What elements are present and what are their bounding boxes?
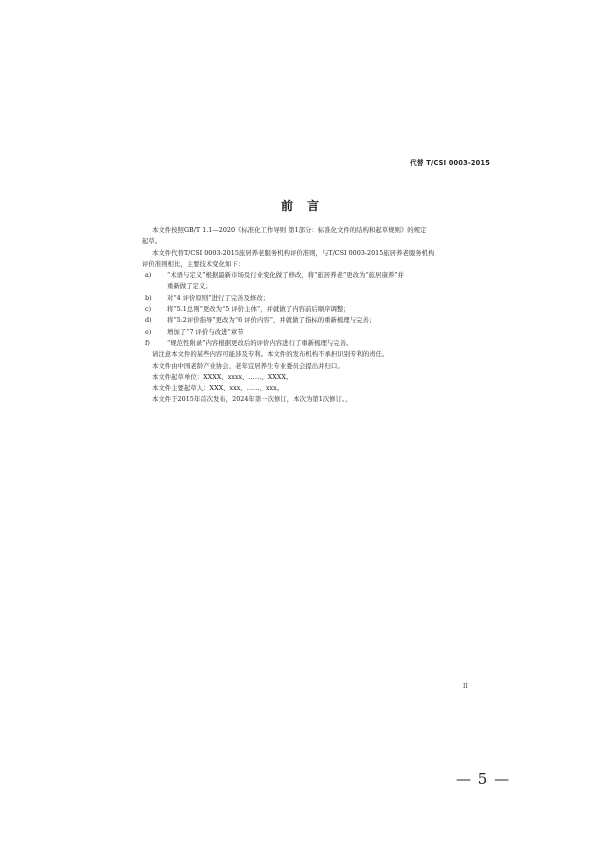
- list-item-text: “术语与定义”根据最新市场及行业变化做了修改，将“旅居养老”更改为“旅居康养”并: [167, 271, 404, 280]
- list-item: [142, 304, 492, 315]
- list-item: [142, 327, 492, 338]
- list-item: [142, 315, 492, 326]
- list-item-marker: c): [145, 305, 152, 314]
- paragraph-line: 评价准则相比，主要技术变化如下：: [142, 259, 245, 268]
- revision-history: 本文件于2015年首次发布，2024年第一次修订，本次为第1次修订。，: [152, 395, 352, 404]
- bottom-page-number: — 5 —: [456, 770, 511, 788]
- replaces-standard-code: 代替 T/CSI 0003-2015: [410, 159, 490, 167]
- roman-page-number: II: [463, 683, 468, 690]
- patent-notice: 请注意本文件的某些内容可能涉及专利。本文件的发布机构不承担识别专利的责任。: [152, 350, 389, 359]
- list-item-marker: f): [145, 338, 150, 347]
- list-item-text: 增加了“7 评价与改进”章节: [167, 327, 244, 336]
- page-title: 前言: [280, 199, 333, 213]
- proposer-statement: 本文件由中国老龄产业协会、老年宜居养生专业委员会提出并归口。: [152, 361, 344, 370]
- list-item-text: 将“5.1总则”更改为“5 评价主体”，并就做了内容前后顺序调整；: [167, 305, 350, 314]
- list-item-marker: b): [145, 293, 152, 302]
- list-item-text: 将“5.2评价指导”更改为“6 评价内容”，并就做了指标的重新梳理与完善；: [167, 316, 376, 325]
- list-item: [142, 338, 492, 349]
- drafting-units: 本文件起草单位：XXXX、xxxx、……、XXXX。: [152, 372, 293, 381]
- list-item-marker: d): [145, 316, 152, 325]
- list-item-text: “规范性附录”内容根据更改后的评价内容进行了重新梳理与完善。: [167, 338, 353, 347]
- list-item: [142, 270, 492, 281]
- list-item: [142, 293, 492, 304]
- list-item-marker: e): [145, 327, 152, 336]
- list-item-marker: a): [145, 271, 152, 280]
- list-item-continuation: 重新做了定义；: [167, 282, 212, 291]
- foreword-body: [142, 225, 492, 406]
- paragraph-line: 本文件按照GB/T 1.1—2020《标准化工作导则 第1部分：标准化文件的结构和起草规则》的规定: [152, 226, 427, 234]
- paragraph-line: 起草。: [142, 237, 162, 246]
- paragraph-line: 本文件代替T/CSI 0003-2015旅居养老服务机构评价准则，与T/CSI 0003-2015旅居养老服务机构: [152, 248, 435, 257]
- list-item-text: 对“4 评价原则”进行了完善及修改；: [167, 293, 270, 302]
- main-drafters: 本文件主要起草人：XXX、xxx、……、xxx。: [152, 384, 284, 393]
